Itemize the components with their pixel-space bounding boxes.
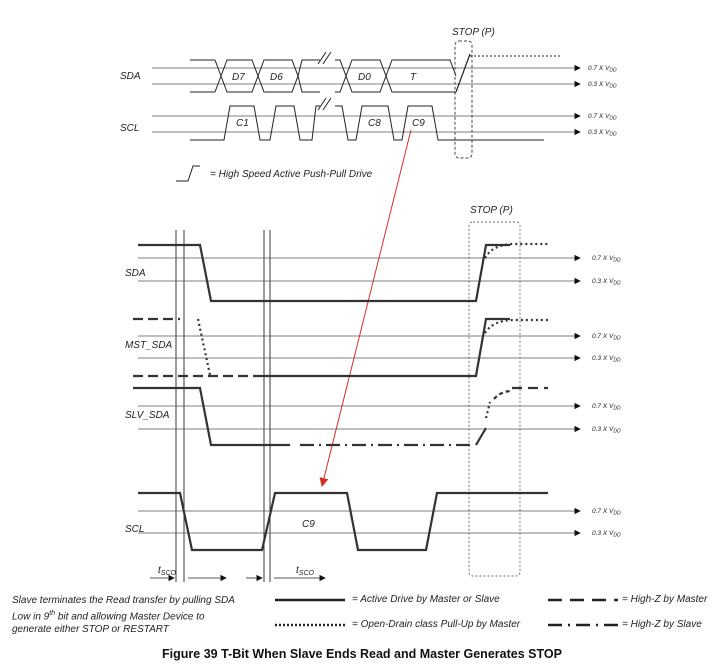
top-sda-waveform <box>190 52 560 92</box>
push-pull-symbol <box>176 166 200 181</box>
sda-bit-label: D7 <box>232 72 245 83</box>
legend-highz-master: = High-Z by Master <box>622 594 708 605</box>
top-sda-label: SDA <box>120 71 141 82</box>
scl-clock-label: C9 <box>412 118 425 129</box>
bottom-mst-sda-label: MST_SDA <box>125 340 173 351</box>
legend-open-drain: = Open-Drain class Pull-Up by Master <box>352 619 521 630</box>
threshold-label: 0.7 X $V_{DD}$ <box>592 333 621 342</box>
push-pull-legend: = High Speed Active Push-Pull Drive <box>210 169 373 180</box>
top-timing-diagram <box>120 27 617 181</box>
threshold-label: 0.3 X $V_{DD}$ <box>588 129 617 138</box>
threshold-label: 0.7 X $V_{DD}$ <box>588 113 617 122</box>
bottom-sda-label: SDA <box>125 268 146 279</box>
top-scl-label: SCL <box>120 123 140 134</box>
figure-caption: Figure 39 T-Bit When Slave Ends Read and Master Generates STOP <box>162 647 562 661</box>
threshold-label: 0.7 X $V_{DD}$ <box>592 255 621 264</box>
note-line-3: generate either STOP or RESTART <box>12 624 169 636</box>
threshold-label: 0.3 X $V_{DD}$ <box>592 278 621 287</box>
legend-highz-slave: = High-Z by Slave <box>622 619 702 630</box>
threshold-label: 0.7 X $V_{DD}$ <box>592 508 621 517</box>
slv-sda-waveform <box>133 388 548 445</box>
bottom-stop-label: STOP (P) <box>470 205 513 216</box>
sda-bit-label: D0 <box>358 72 371 83</box>
legend-active-drive: = Active Drive by Master or Slave <box>352 594 500 605</box>
bottom-threshold-labels <box>592 255 621 539</box>
threshold-label: 0.7 X $V_{DD}$ <box>592 403 621 412</box>
sda-bit-label: T <box>410 72 417 83</box>
slave-terminate-note <box>12 594 262 636</box>
note-line-2: Low in 9th bit and allowing Master Device to <box>12 610 205 623</box>
scl-clock-c9-label: C9 <box>302 519 315 530</box>
sda-bit-label: D6 <box>270 72 283 83</box>
bottom-scl-label: SCL <box>125 524 145 535</box>
top-stop-label: STOP (P) <box>452 27 495 38</box>
sda-waveform <box>138 244 548 301</box>
threshold-label: 0.3 X $V_{DD}$ <box>592 530 621 539</box>
tsco-label-2: $t_{SCO}$ <box>296 565 314 577</box>
scl-waveform <box>138 493 548 550</box>
note-line-1: Slave terminates the Read transfer by pulling SDA <box>12 595 235 606</box>
scl-clock-label: C1 <box>236 118 249 129</box>
bottom-timing-diagram <box>125 205 621 582</box>
scl-clock-label: C8 <box>368 118 381 129</box>
bottom-threshold-lines <box>138 258 580 533</box>
threshold-label: 0.3 X $V_{DD}$ <box>592 426 621 435</box>
threshold-label: 0.7 X $V_{DD}$ <box>588 65 617 74</box>
mst-sda-waveform <box>133 319 548 376</box>
threshold-label: 0.3 X $V_{DD}$ <box>592 355 621 364</box>
bottom-slv-sda-label: SLV_SDA <box>125 410 170 421</box>
tsco-label-1: $t_{SCO}$ <box>158 565 176 577</box>
threshold-label: 0.3 X $V_{DD}$ <box>588 81 617 90</box>
top-threshold-labels <box>588 65 617 138</box>
red-callout-arrow <box>322 130 411 486</box>
